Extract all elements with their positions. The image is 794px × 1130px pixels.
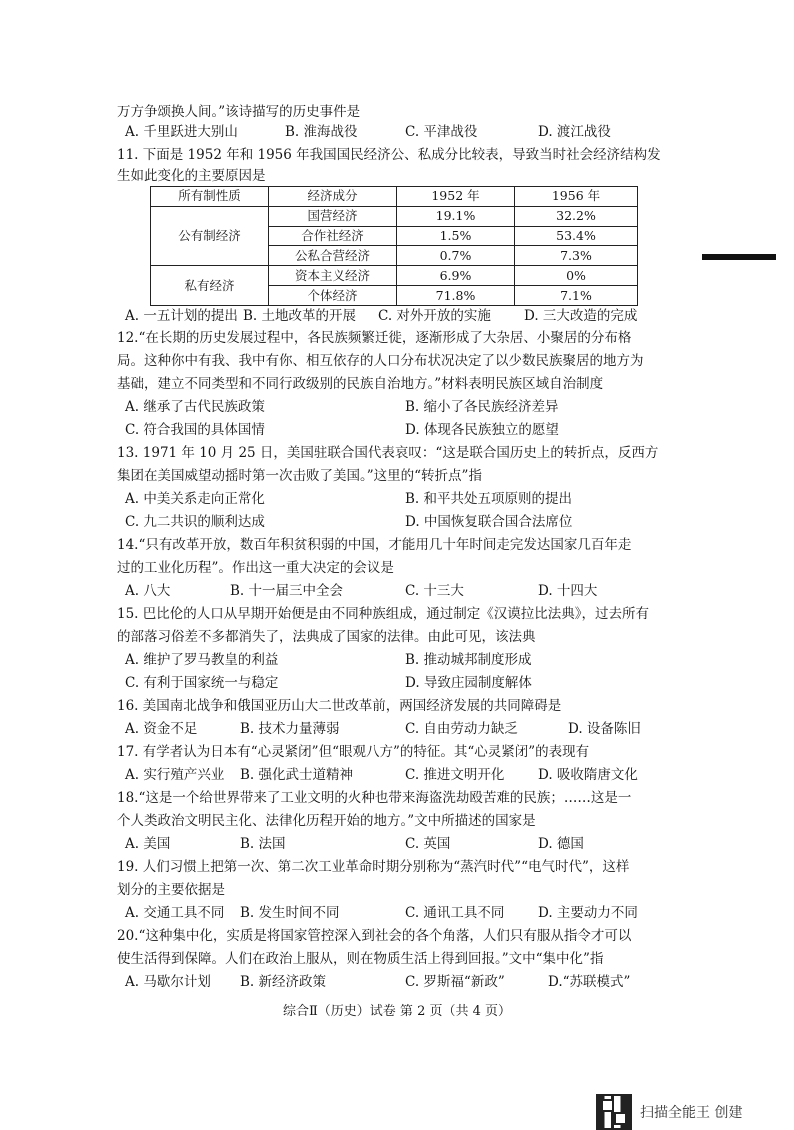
q16-stem: 16. 美国南北战争和俄国亚历山大二世改革前，两国经济发展的共同障碍是 — [117, 698, 562, 714]
q13-stem-2: 集团在美国威望动摇时第一次击败了美国。”这里的“转折点”指 — [117, 468, 482, 484]
table-cell: 7.1% — [515, 286, 638, 306]
q10-option-a: A. 千里跃进大别山 — [125, 124, 238, 140]
q18-option-b: B. 法国 — [240, 836, 286, 852]
q20-option-b: B. 新经济政策 — [240, 974, 327, 990]
q11-stem-2: 生如此变化的主要原因是 — [117, 168, 266, 184]
table-header: 1956 年 — [515, 187, 638, 207]
q18-stem-1: 18.“这是一个给世界带来了工业文明的火种也带来海盗洗劫殴苦难的民族；……这是一 — [117, 790, 632, 806]
q12-stem-3: 基础，建立不同类型和不同行政级别的民族自治地方。”材料表明民族区域自治制度 — [117, 376, 604, 392]
q12-option-b: B. 缩小了各民族经济差异 — [405, 399, 559, 415]
table-header: 所有制性质 — [151, 187, 269, 207]
q13-option-a: A. 中美关系走向正常化 — [125, 491, 265, 507]
table-header-row — [151, 187, 638, 207]
q13-option-c: C. 九二共识的顺利达成 — [125, 514, 265, 530]
q11-option-c: C. 对外开放的实施 — [378, 308, 491, 324]
table-cell: 7.3% — [515, 246, 638, 266]
q18-option-c: C. 英国 — [405, 836, 451, 852]
q14-option-c: C. 十三大 — [405, 583, 464, 599]
q10-option-c: C. 平津战役 — [405, 124, 478, 140]
table-cell: 6.9% — [397, 266, 515, 286]
q13-option-d: D. 中国恢复联合国合法席位 — [405, 514, 573, 530]
q20-stem-1: 20.“这种集中化，实质是将国家管控深入到社会的各个角落，人们只有服从指令才可以 — [117, 928, 632, 944]
q19-option-a: A. 交通工具不同 — [125, 905, 225, 921]
table-cell: 公私合营经济 — [269, 246, 397, 266]
q15-option-d: D. 导致庄园制度解体 — [405, 675, 532, 691]
economy-table — [150, 186, 638, 306]
table-cell: 合作社经济 — [269, 226, 397, 246]
q11-option-b: B. 土地改革的开展 — [243, 308, 357, 324]
q20-stem-2: 使生活得到保障。人们在政治上服从，则在物质生活上得到回报。”文中“集中化”指 — [117, 951, 604, 967]
scanner-watermark: 扫描全能王 创建 — [640, 1105, 743, 1121]
margin-mark — [702, 254, 776, 260]
q11-stem-1: 11. 下面是 1952 年和 1956 年我国国民经济公、私成分比较表，导致当时社会经济结构发 — [117, 147, 661, 163]
q11-option-a: A. 一五计划的提出 — [125, 308, 238, 324]
q17-option-c: C. 推进文明开化 — [405, 767, 505, 783]
q14-stem-2: 过的工业化历程”。作出这一重大决定的会议是 — [117, 560, 394, 576]
table-cell: 0% — [515, 266, 638, 286]
table-cell: 32.2% — [515, 206, 638, 226]
table-cell: 71.8% — [397, 286, 515, 306]
q18-option-d: D. 德国 — [538, 836, 584, 852]
q19-option-b: B. 发生时间不同 — [240, 905, 340, 921]
q15-stem-2: 的部落习俗差不多都消失了，法典成了国家的法律。由此可见，该法典 — [117, 629, 536, 645]
q11-option-d: D. 三大改造的完成 — [524, 308, 638, 324]
table-cell: 19.1% — [397, 206, 515, 226]
q14-option-d: D. 十四大 — [538, 583, 598, 599]
q16-option-b: B. 技术力量薄弱 — [240, 721, 340, 737]
q20-option-a: A. 马歇尔计划 — [125, 974, 211, 990]
table-row — [151, 266, 638, 286]
table-cell: 53.4% — [515, 226, 638, 246]
page-footer: 综合Ⅱ（历史）试卷 第 2 页（共 4 页） — [282, 1004, 512, 1019]
q14-option-a: A. 八大 — [125, 583, 171, 599]
q12-option-a: A. 继承了古代民族政策 — [125, 399, 265, 415]
q19-option-c: C. 通讯工具不同 — [405, 905, 505, 921]
q10-stem-tail: 万方争颂换人间。”该诗描写的历史事件是 — [117, 104, 361, 120]
q18-stem-2: 个人类政治文明民主化、法律化历程开始的地方。”文中所描述的国家是 — [117, 813, 536, 829]
table-cell: 国营经济 — [269, 206, 397, 226]
q13-stem-1: 13. 1971 年 10 月 25 日，美国驻联合国代表哀叹：“这是联合国历史上的转折点，反西方 — [117, 445, 659, 461]
q16-option-d: D. 设备陈旧 — [568, 721, 641, 737]
q16-option-a: A. 资金不足 — [125, 721, 198, 737]
table-row — [151, 206, 638, 226]
q15-option-c: C. 有利于国家统一与稳定 — [125, 675, 279, 691]
q17-option-a: A. 实行殖产兴业 — [125, 767, 225, 783]
q12-option-d: D. 体现各民族独立的愿望 — [405, 422, 559, 438]
qr-code-icon — [596, 1094, 632, 1130]
q20-option-c: C. 罗斯福“新政” — [405, 974, 505, 990]
q10-option-d: D. 渡江战役 — [538, 124, 611, 140]
q12-stem-2: 局。这种你中有我、我中有你、相互依存的人口分布状况决定了以少数民族聚居的地方为 — [117, 353, 644, 369]
table-header: 1952 年 — [397, 187, 515, 207]
q12-option-c: C. 符合我国的具体国情 — [125, 422, 265, 438]
q15-stem-1: 15. 巴比伦的人口从早期开始便是由不同种族组成，通过制定《汉谟拉比法典》，过去所有 — [117, 606, 650, 622]
q19-option-d: D. 主要动力不同 — [538, 905, 638, 921]
q20-option-d: D.“苏联模式” — [548, 974, 631, 990]
table-cell: 1.5% — [397, 226, 515, 246]
q17-option-b: B. 强化武士道精神 — [240, 767, 354, 783]
table-group-private: 私有经济 — [151, 266, 269, 306]
q19-stem-2: 划分的主要依据是 — [117, 882, 225, 898]
q15-option-a: A. 维护了罗马教皇的利益 — [125, 652, 279, 668]
q12-stem-1: 12.“在长期的历史发展过程中，各民族频繁迁徙，逐渐形成了大杂居、小聚居的分布格 — [117, 330, 632, 346]
q13-option-b: B. 和平共处五项原则的提出 — [405, 491, 573, 507]
table-group-public: 公有制经济 — [151, 206, 269, 265]
q14-stem-1: 14.“只有改革开放，数百年积贫积弱的中国，才能用几十年时间走完发达国家几百年走 — [117, 537, 632, 553]
q17-stem: 17. 有学者认为日本有“心灵紧闭”但“眼观八方”的特征。其“心灵紧闭”的表现有 — [117, 744, 590, 760]
q15-option-b: B. 推动城邦制度形成 — [405, 652, 532, 668]
q14-option-b: B. 十一届三中全会 — [230, 583, 344, 599]
q10-option-b: B. 淮海战役 — [285, 124, 358, 140]
q19-stem-1: 19. 人们习惯上把第一次、第二次工业革命时期分别称为“蒸汽时代”“电气时代”，这样 — [117, 859, 630, 875]
q16-option-c: C. 自由劳动力缺乏 — [405, 721, 518, 737]
table-cell: 0.7% — [397, 246, 515, 266]
table-header: 经济成分 — [269, 187, 397, 207]
q18-option-a: A. 美国 — [125, 836, 171, 852]
table-cell: 个体经济 — [269, 286, 397, 306]
table-cell: 资本主义经济 — [269, 266, 397, 286]
q17-option-d: D. 吸收隋唐文化 — [538, 767, 638, 783]
